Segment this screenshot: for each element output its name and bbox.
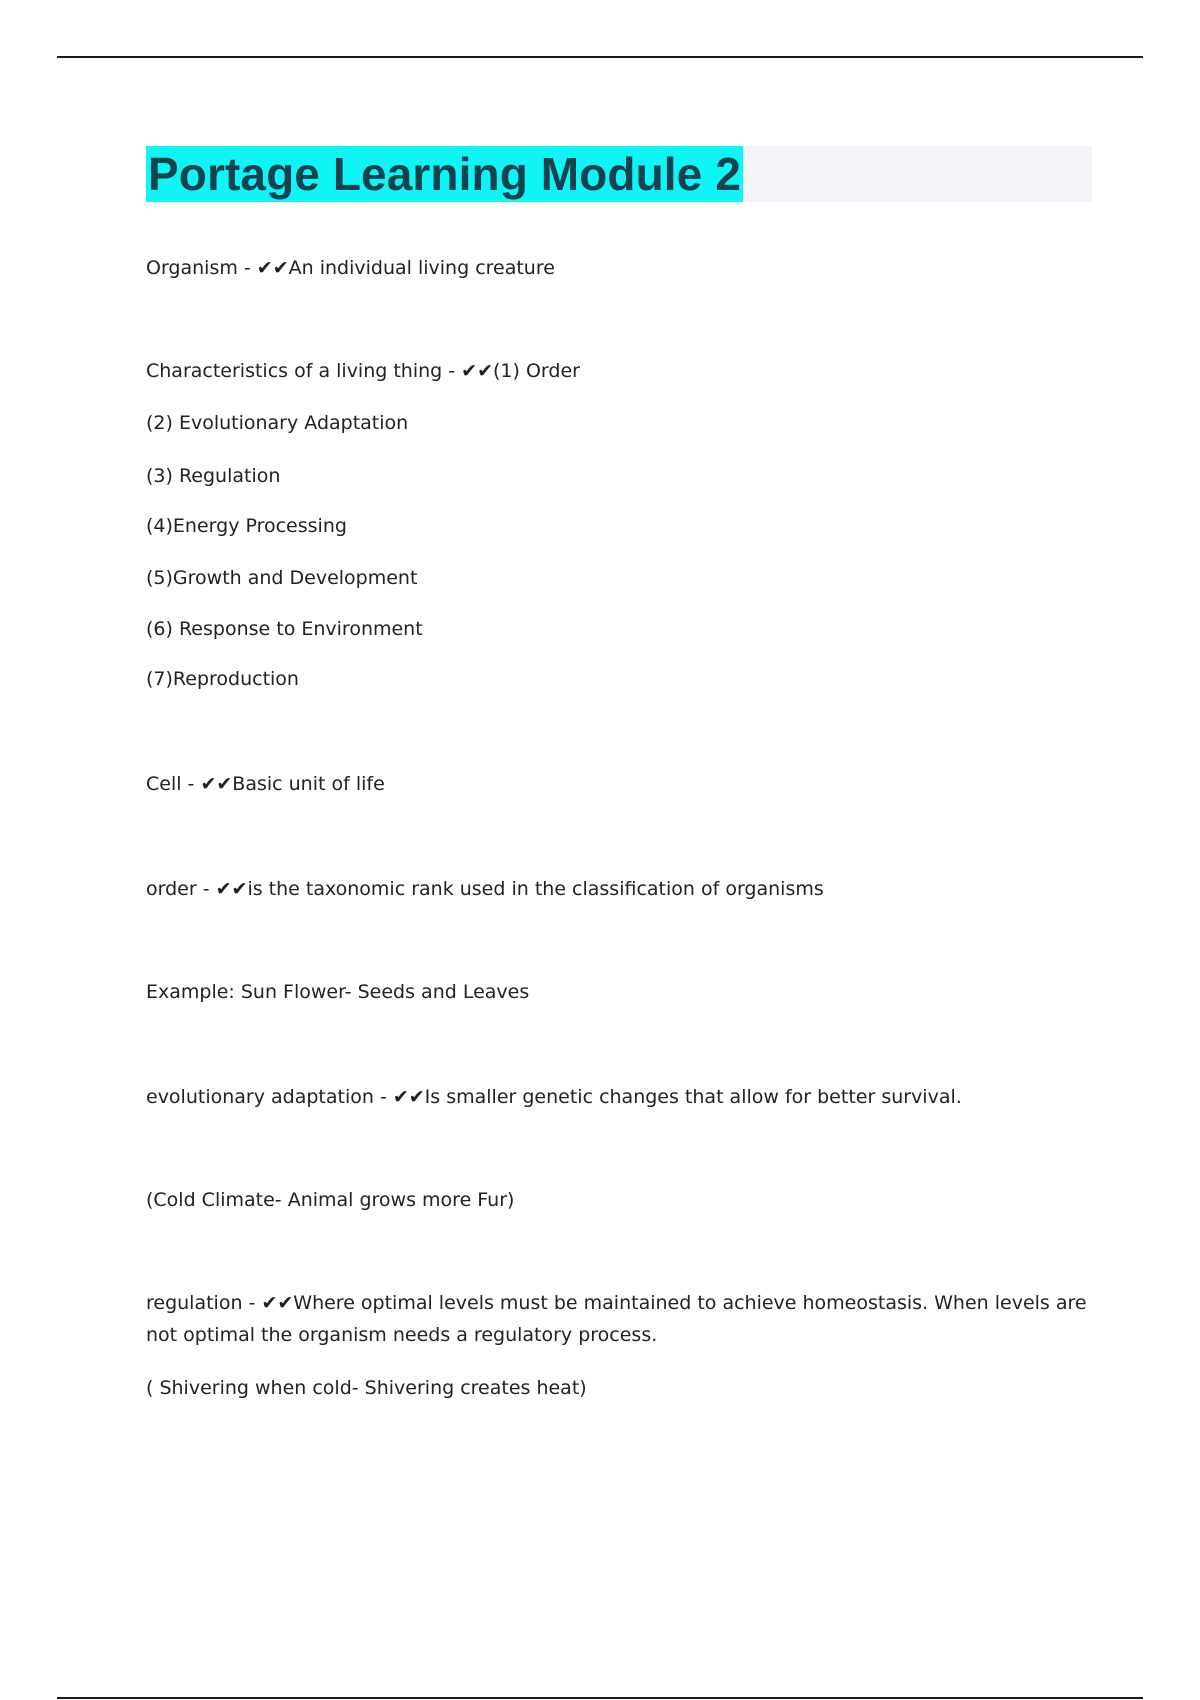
entry-characteristic-7: (7)Reproduction	[146, 668, 299, 690]
entry-evolutionary-adaptation: evolutionary adaptation - ✔✔Is smaller genetic changes that allow for better survival.	[146, 1086, 962, 1108]
entry-characteristic-3: (3) Regulation	[146, 465, 281, 487]
entry-regulation: regulation - ✔✔Where optimal levels must be maintained to achieve homeostasis. When levels are not optimal the organism needs a regulatory process.	[146, 1292, 1087, 1346]
entry-characteristic-4: (4)Energy Processing	[146, 515, 347, 537]
entry-characteristic-2: (2) Evolutionary Adaptation	[146, 412, 409, 434]
entry-cell: Cell - ✔✔Basic unit of life	[146, 773, 385, 795]
entry-shivering: ( Shivering when cold- Shivering creates heat)	[146, 1377, 587, 1399]
entry-characteristic-5: (5)Growth and Development	[146, 567, 418, 589]
entry-characteristics: Characteristics of a living thing - ✔✔(1) Order	[146, 360, 580, 382]
entry-order: order - ✔✔is the taxonomic rank used in the classification of organisms	[146, 878, 824, 900]
top-rule	[57, 56, 1143, 58]
entry-cold-climate: (Cold Climate- Animal grows more Fur)	[146, 1189, 515, 1211]
document-title: Portage Learning Module 2	[148, 148, 741, 200]
entry-characteristic-6: (6) Response to Environment	[146, 618, 423, 640]
entry-example: Example: Sun Flower- Seeds and Leaves	[146, 981, 530, 1003]
entry-organism: Organism - ✔✔An individual living creature	[146, 257, 555, 279]
bottom-rule	[57, 1697, 1143, 1699]
